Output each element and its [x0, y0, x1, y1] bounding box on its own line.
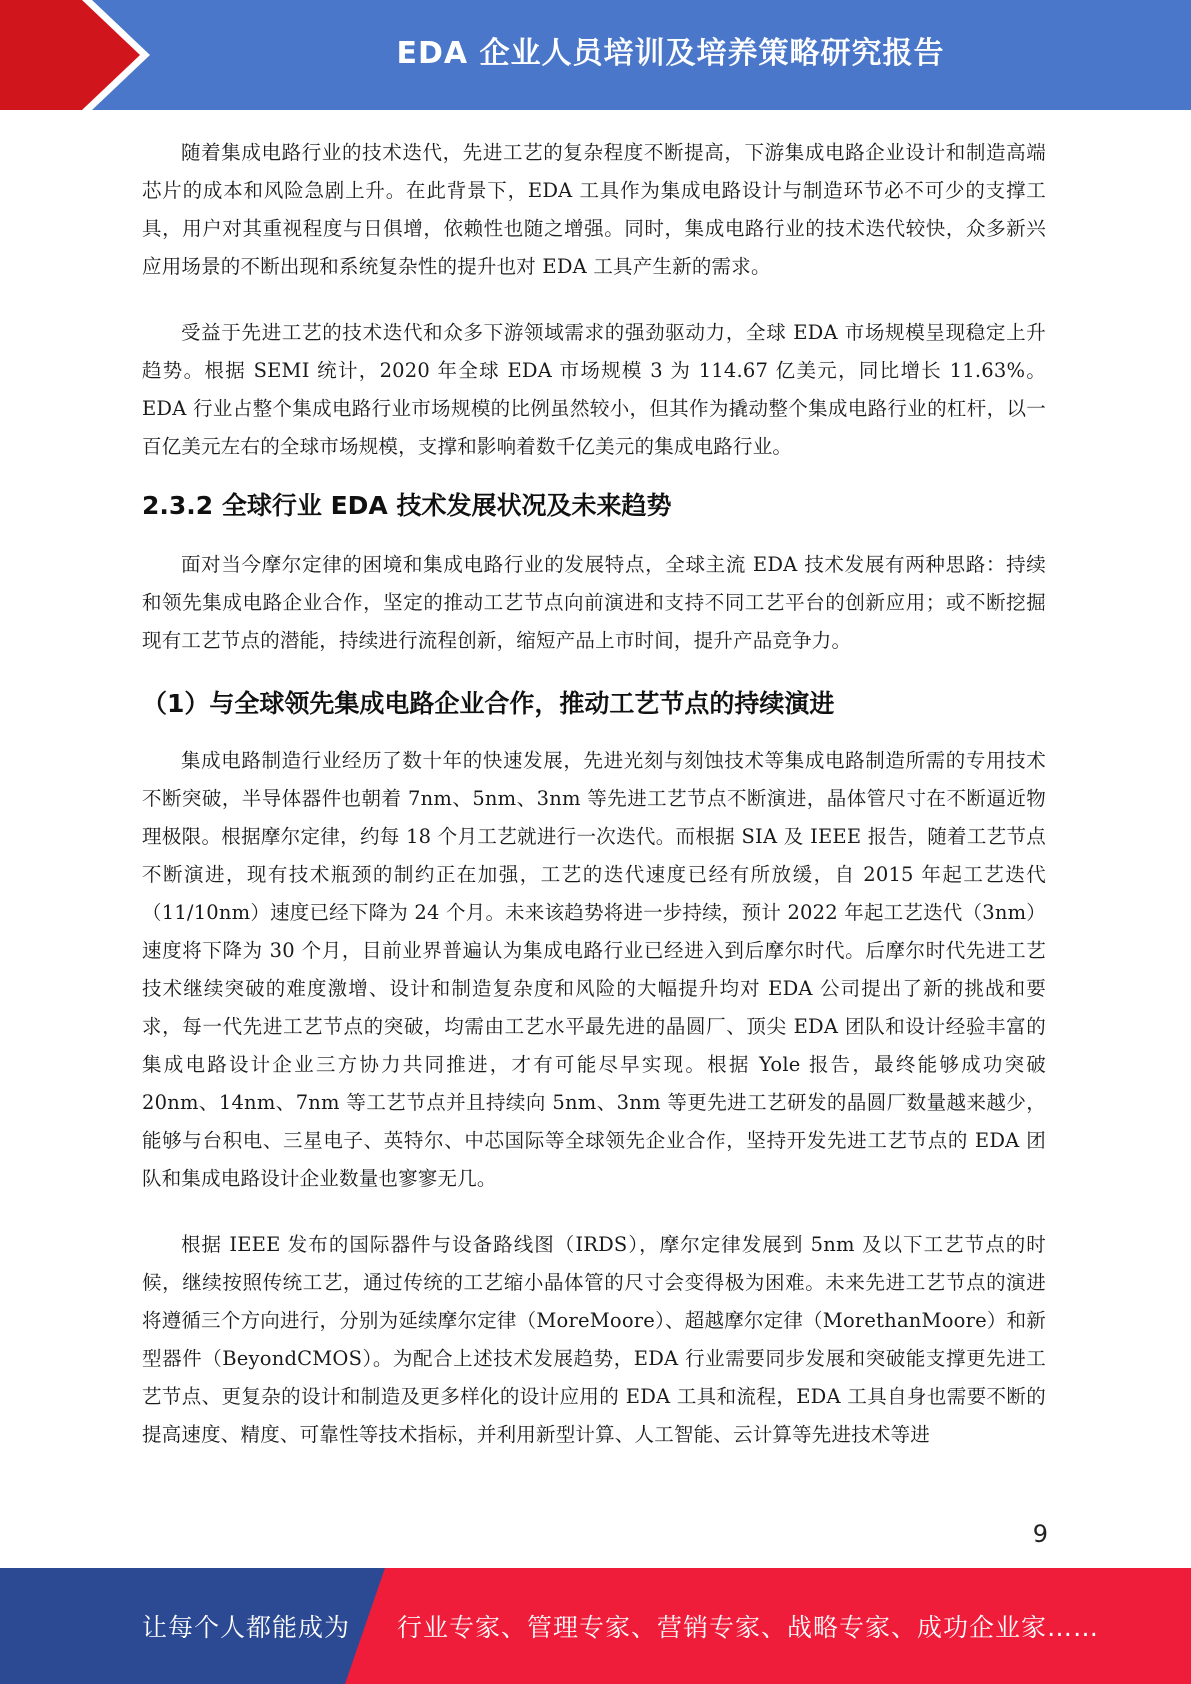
- page-content: [142, 134, 1046, 1454]
- paragraph-5: 根据 IEEE 发布的国际器件与设备路线图（IRDS），摩尔定律发展到 5nm 及以下工艺节点的时候，继续按照传统工艺，通过传统的工艺缩小晶体管的尺寸会变得极为困难。未来先进工艺节点的演进将遵循三个方向进行，分别为延续摩尔定律（MoreMoore）、超越摩尔定律（MorethanMoore）和新型器件（BeyondCMOS）。为配合上述技术发展趋势，EDA 行业需要同步发展和突破能支撑更先进工艺节点、更复杂的设计和制造及更多样化的设计应用的 EDA 工具和流程，EDA 工具自身也需要不断的提高速度、精度、可靠性等技术指标，并利用新型计算、人工智能、云计算等先进技术等进: [142, 1233, 1046, 1446]
- sub-heading: （1）与全球领先集成电路企业合作，推动工艺节点的持续演进: [142, 689, 835, 718]
- paragraph-3: 面对当今摩尔定律的困境和集成电路行业的发展特点，全球主流 EDA 技术发展有两种思路：持续和领先集成电路企业合作，坚定的推动工艺节点向前演进和支持不同工艺平台的创新应用；或不断挖掘现有工艺节点的潜能，持续进行流程创新，缩短产品上市时间，提升产品竞争力。: [142, 553, 1046, 652]
- paragraph-2: 受益于先进工艺的技术迭代和众多下游领域需求的强劲驱动力，全球 EDA 市场规模呈现稳定上升趋势。根据 SEMI 统计，2020 年全球 EDA 市场规模 3 为 114.67 亿美元，同比增长 11.63%。EDA 行业占整个集成电路行业市场规模的比例虽然较小，但其作为撬动整个集成电路行业的杠杆，以一百亿美元左右的全球市场规模，支撑和影响着数千亿美元的集成电路行业。: [142, 321, 1046, 458]
- header-red-chevron: [0, 0, 150, 110]
- footer-slogan-right: 行业专家、管理专家、营销专家、战略专家、成功企业家……: [397, 1613, 1100, 1642]
- paragraph-1: 随着集成电路行业的技术迭代，先进工艺的复杂程度不断提高，下游集成电路企业设计和制造高端芯片的成本和风险急剧上升。在此背景下，EDA 工具作为集成电路设计与制造环节必不可少的支撑工具，用户对其重视程度与日俱增，依赖性也随之增强。同时，集成电路行业的技术迭代较快，众多新兴应用场景的不断出现和系统复杂性的提升也对 EDA 工具产生新的需求。: [142, 141, 1046, 278]
- page-number: 9: [1032, 1520, 1048, 1548]
- section-heading: 2.3.2 全球行业 EDA 技术发展状况及未来趋势: [142, 491, 672, 520]
- report-title: EDA 企业人员培训及培养策略研究报告: [396, 36, 945, 71]
- footer-slogan-left: 让每个人都能成为: [142, 1613, 351, 1642]
- report-header: [0, 0, 1191, 110]
- paragraph-4: 集成电路制造行业经历了数十年的快速发展，先进光刻与刻蚀技术等集成电路制造所需的专用技术不断突破，半导体器件也朝着 7nm、5nm、3nm 等先进工艺节点不断演进，晶体管尺寸在不断逼近物理极限。根据摩尔定律，约每 18 个月工艺就进行一次迭代。而根据 SIA 及 IEEE 报告，随着工艺节点不断演进，现有技术瓶颈的制约正在加强，工艺的迭代速度已经有所放缓，自 2015 年起工艺迭代（11/10nm）速度已经下降为 24 个月。未来该趋势将进一步持续，预计 2022 年起工艺迭代（3nm）速度将下降为 30 个月，目前业界普遍认为集成电路行业已经进入到后摩尔时代。后摩尔时代先进工艺技术继续突破的难度激增、设计和制造复杂度和风险的大幅提升均对 EDA 公司提出了新的挑战和要求，每一代先进工艺节点的突破，均需由工艺水平最先进的晶圆厂、顶尖 EDA 团队和设计经验丰富的集成电路设计企业三方协力共同推进，才有可能尽早实现。根据 Yole 报告，最终能够成功突破 20nm、14nm、7nm 等工艺节点并且持续向 5nm、3nm 等更先进工艺研发的晶圆厂数量越来越少，能够与台积电、三星电子、英特尔、中芯国际等全球领先企业合作，坚持开发先进工艺节点的 EDA 团队和集成电路设计企业数量也寥寥无几。: [142, 749, 1046, 1190]
- footer-banner: [0, 1568, 1191, 1684]
